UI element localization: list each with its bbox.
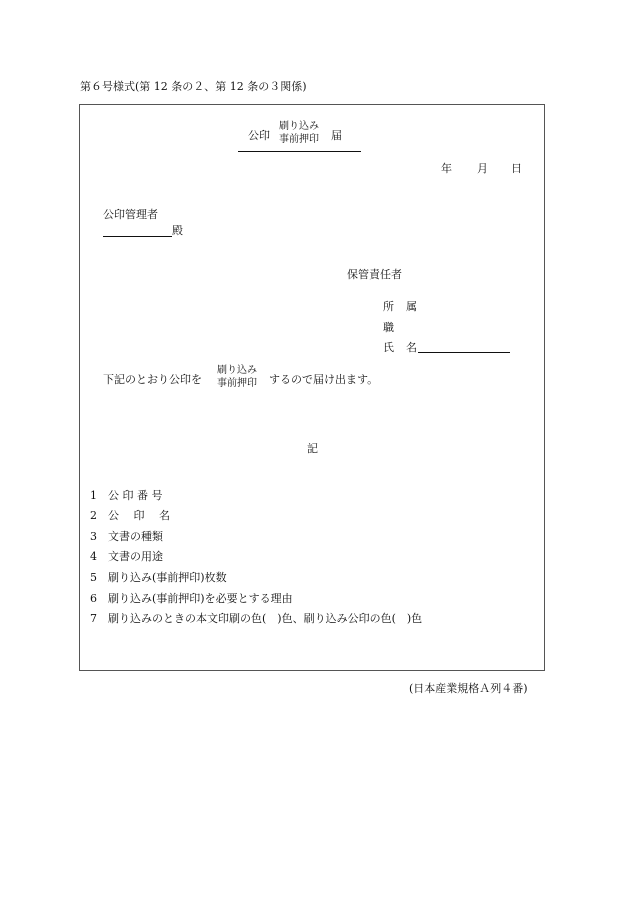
addressee-underline xyxy=(103,236,172,237)
item-text: 公 印 番 号 xyxy=(108,489,163,502)
applicant-name-label-b: 名 xyxy=(406,341,417,354)
title-prefix: 公印 xyxy=(248,129,270,142)
title-option-top: 刷り込み xyxy=(279,121,319,132)
date-day: 日 xyxy=(511,162,522,175)
date-month: 月 xyxy=(477,162,488,175)
title-suffix: 届 xyxy=(331,129,342,142)
item-number: 5 xyxy=(90,571,97,584)
statement-after: するので届け出ます。 xyxy=(269,373,379,386)
list-item xyxy=(90,551,163,562)
item-text: 刷り込み(事前押印)枚数 xyxy=(108,571,227,584)
list-item xyxy=(90,593,293,604)
item-number: 3 xyxy=(90,530,97,543)
title-option-stack xyxy=(279,122,319,145)
item-number: 2 xyxy=(90,509,97,522)
statement-option-stack xyxy=(217,366,257,389)
form-number-header: 第６号様式(第 12 条の２、第 12 条の３関係) xyxy=(80,80,307,93)
list-item xyxy=(90,531,163,542)
statement-option-bottom: 事前押印 xyxy=(217,378,257,389)
applicant-dept-label-b: 属 xyxy=(406,300,417,313)
list-item xyxy=(90,572,227,583)
item-number: 6 xyxy=(90,592,97,605)
statement-before: 下記のとおり公印を xyxy=(103,373,202,386)
title-underline xyxy=(238,151,361,152)
applicant-name-label-a: 氏 xyxy=(383,341,394,354)
ki-heading: 記 xyxy=(307,442,318,455)
list-item xyxy=(90,613,422,624)
form-frame xyxy=(79,104,545,671)
item-text: 刷り込みのときの本文印刷の色( )色、刷り込み公印の色( )色 xyxy=(108,612,423,625)
date-year: 年 xyxy=(441,162,452,175)
applicant-name-underline xyxy=(418,352,510,353)
item-number: 4 xyxy=(90,550,97,563)
statement-option-top: 刷り込み xyxy=(217,365,257,376)
item-text: 文書の用途 xyxy=(108,550,163,563)
paper-size-note: (日本産業規格Ａ列４番) xyxy=(409,682,528,695)
list-item xyxy=(90,510,170,521)
item-number: 1 xyxy=(90,489,97,502)
addressee-label: 公印管理者 xyxy=(103,208,158,221)
list-item xyxy=(90,490,163,501)
applicant-heading: 保管責任者 xyxy=(347,268,402,281)
item-text: 刷り込み(事前押印)を必要とする理由 xyxy=(108,592,293,605)
applicant-position-label: 職 xyxy=(383,321,394,334)
title-option-bottom: 事前押印 xyxy=(279,134,319,145)
item-number: 7 xyxy=(90,612,97,625)
addressee-honorific: 殿 xyxy=(172,224,183,237)
applicant-dept-label-a: 所 xyxy=(383,300,394,313)
item-text: 文書の種類 xyxy=(108,530,163,543)
item-text: 公 印 名 xyxy=(108,509,170,522)
